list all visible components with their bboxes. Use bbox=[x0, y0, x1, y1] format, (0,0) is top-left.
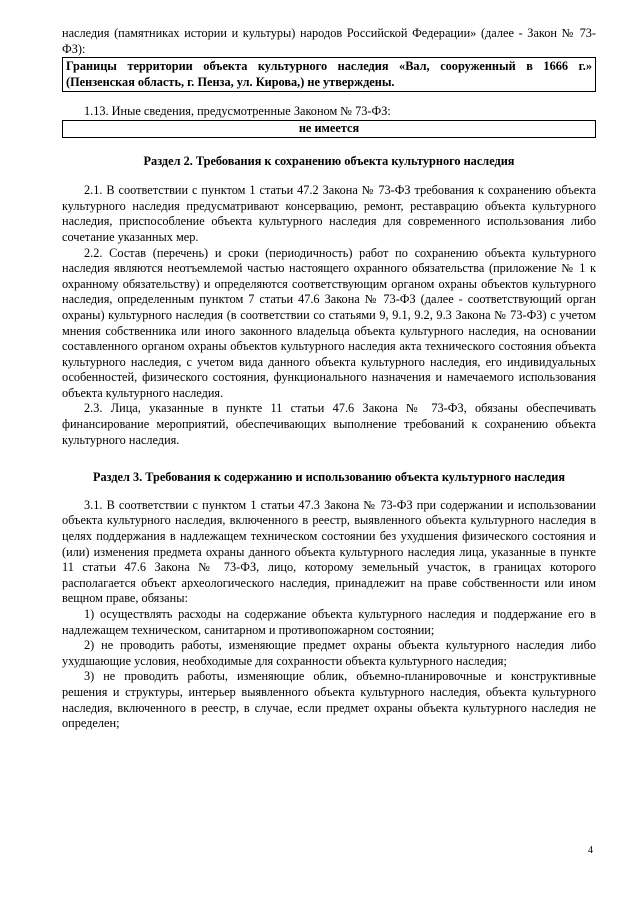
section2-title: Раздел 2. Требования к сохранению объекта культурного наследия bbox=[143, 153, 515, 168]
section2-paragraph: 2.1. В соответствии с пунктом 1 статьи 47.2 Закона № 73-ФЗ требования к сохранению объекта культурного наследия предусматривают консервацию, ремонт, реставрацию объекта культурного наследия, приспособление объекта культурного наследия для современного использования либо сочетание указанных мер. bbox=[62, 183, 596, 244]
intro-text: наследия (памятниках истории и культуры) народов Российской Федерации» (далее - Закон № 73-ФЗ): bbox=[62, 26, 596, 56]
section3-paragraph: 1) осуществлять расходы на содержание объекта культурного наследия и поддержание его в надлежащем техническом, санитарном и противопожарном состоянии; bbox=[62, 607, 596, 637]
section3-paragraph: 3.1. В соответствии с пунктом 1 статьи 47.3 Закона № 73-ФЗ при содержании и использовании объекта культурного наследия, включенного в реестр, выявленного объекта культурного наследия в целях поддержания в надлежащем техническом состоянии без ухудшения физического состояния и (или) изменения предмета охраны данного объекта культурного наследия лица, указанные в пункте 11 статьи 47.6 Закона № 73-ФЗ, лицо, которому земельный участок, в границах которого располагается объект археологического наследия, принадлежит на праве собственности или ином вещном праве, обязаны: bbox=[62, 497, 596, 606]
document-page bbox=[62, 26, 596, 732]
section2-paragraph: 2.3. Лица, указанные в пункте 11 статьи 47.6 Закона № 73-ФЗ, обязаны обеспечивать финансирование мероприятий, обеспечивающих выполнение требований к сохранению объекта культурного наследия. bbox=[62, 401, 596, 447]
section3-paragraph: 2) не проводить работы, изменяющие предмет охраны объекта культурного наследия либо ухудшающие условия, необходимые для сохранности объекта культурного наследия; bbox=[62, 638, 596, 668]
other-info-value: не имеется bbox=[62, 120, 596, 138]
boundary-status-box: Границы территории объекта культурного наследия «Вал, сооруженный в 1666 г.» (Пензенская область, г. Пенза, ул. Кирова,) не утверждены. bbox=[62, 57, 596, 92]
section3-title: Раздел 3. Требования к содержанию и использованию объекта культурного наследия bbox=[92, 470, 566, 485]
page-number: 4 bbox=[588, 845, 593, 856]
other-info-label: 1.13. Иные сведения, предусмотренные Законом № 73-ФЗ: bbox=[84, 104, 391, 119]
section2-paragraph: 2.2. Состав (перечень) и сроки (периодичность) работ по сохранению объекта культурного наследия являются неотъемлемой частью настоящего охранного обязательства (приложение № 1 к охранному обязательству) и определяются соответствующим органом охраны объектов культурного наследия, определенным пунктом 7 статьи 47.6 Закона № 73-ФЗ (далее - соответствующий орган охраны) культурного наследия (в соответствии со статьями 9, 9.1, 9.2, 9.3 Закона № 73-ФЗ) с учетом мнения собственника или иного законного владельца объекта культурного наследия, на основании составленного органом охраны объектов культурного наследия акта технического состояния объекта культурного наследия, с учетом вида данного объекта культурного наследия, его индивидуальных особенностей, физического состояния, функционального назначения и намечаемого использования объекта культурного наследия. bbox=[62, 245, 596, 400]
section3-paragraph: 3) не проводить работы, изменяющие облик, объемно-планировочные и конструктивные решения и структуры, интерьер выявленного объекта культурного наследия, объекта культурного наследия, включенного в реестр, в случае, если предмет охраны объекта культурного наследия не определен; bbox=[62, 669, 596, 731]
